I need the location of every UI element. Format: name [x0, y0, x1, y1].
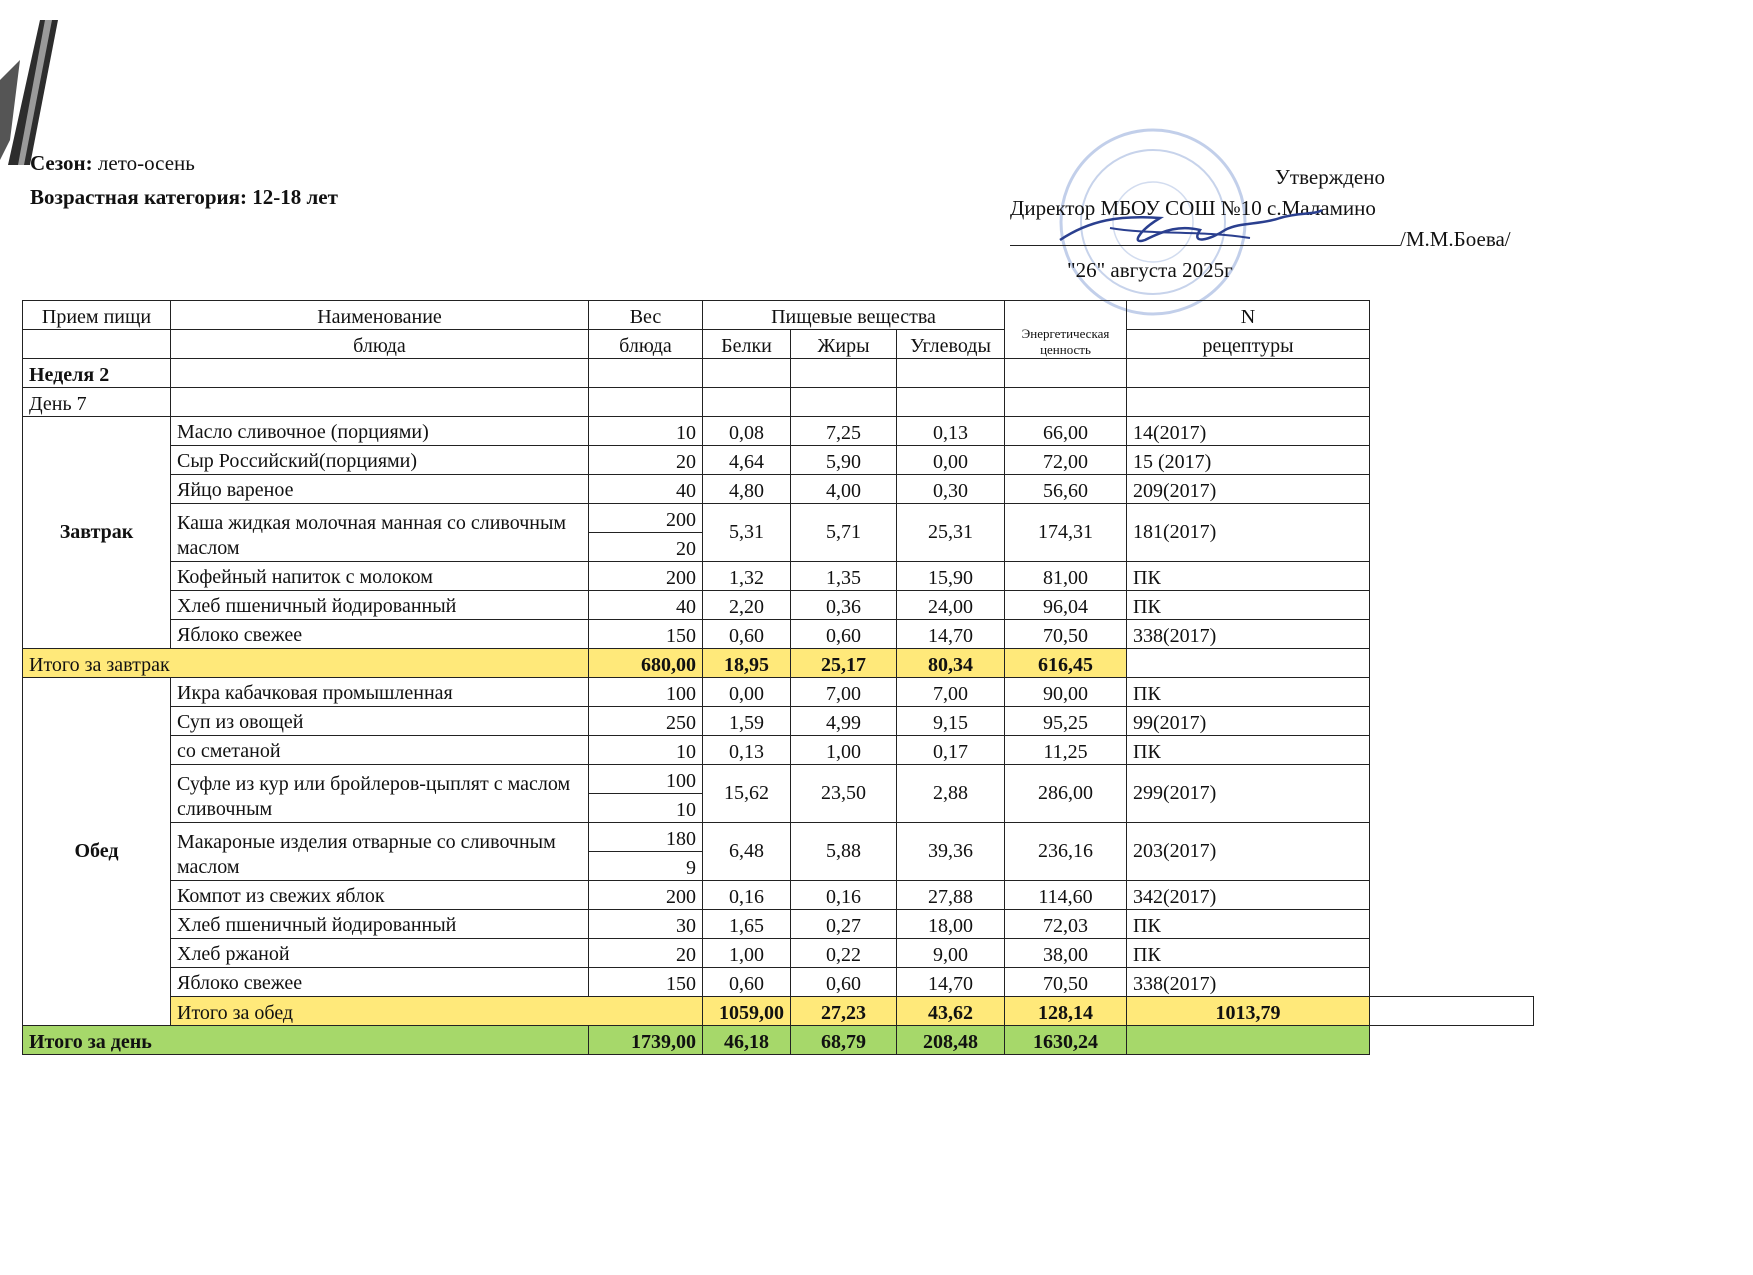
dish-weight: 150: [589, 968, 703, 997]
dish-weight: 100: [589, 765, 703, 794]
dish-name: Суфле из кур или бройлеров-цыплят с маслом сливочным: [171, 765, 589, 823]
dish-fat: 5,71: [791, 504, 897, 562]
dish-protein: 1,00: [703, 939, 791, 968]
dish-fat: 0,27: [791, 910, 897, 939]
lunch-total-recipe-empty: [1370, 997, 1534, 1026]
dish-recipe: 299(2017): [1127, 765, 1370, 823]
dish-weight: 250: [589, 707, 703, 736]
header-recipe-bottom: рецептуры: [1127, 330, 1370, 359]
dish-fat: 23,50: [791, 765, 897, 823]
dish-recipe: 342(2017): [1127, 881, 1370, 910]
table-row: [23, 765, 1534, 794]
dish-weight: 40: [589, 475, 703, 504]
dish-carbs: 25,31: [897, 504, 1005, 562]
dish-recipe: 203(2017): [1127, 823, 1370, 881]
lunch-total-label: Итого за обед: [171, 997, 703, 1026]
dish-name: Сыр Российский(порциями): [171, 446, 589, 475]
dish-weight: 10: [589, 794, 703, 823]
dish-recipe: ПК: [1127, 591, 1370, 620]
dish-name: Хлеб ржаной: [171, 939, 589, 968]
dish-protein: 15,62: [703, 765, 791, 823]
day-total-recipe-empty: [1127, 1026, 1370, 1055]
dish-weight: 200: [589, 562, 703, 591]
dish-weight: 200: [589, 881, 703, 910]
dish-weight: 100: [589, 678, 703, 707]
table-row: [23, 707, 1534, 736]
dish-name: Яблоко свежее: [171, 968, 589, 997]
binder-clip-graphic: [0, 20, 70, 165]
lunch-total-weight: 1059,00: [703, 997, 791, 1026]
day-total-row: [23, 1026, 1534, 1055]
breakfast-total-recipe-empty: [1127, 649, 1370, 678]
dish-name: Масло сливочное (порциями): [171, 417, 589, 446]
dish-fat: 0,22: [791, 939, 897, 968]
dish-recipe: 99(2017): [1127, 707, 1370, 736]
table-row: [23, 736, 1534, 765]
dish-weight: 9: [589, 852, 703, 881]
dish-recipe: ПК: [1127, 678, 1370, 707]
dish-weight: 20: [589, 446, 703, 475]
breakfast-total-fat: 25,17: [791, 649, 897, 678]
dish-weight: 20: [589, 533, 703, 562]
document-meta: [30, 146, 338, 214]
lunch-total-fat: 43,62: [897, 997, 1005, 1026]
dish-protein: 4,80: [703, 475, 791, 504]
season-label: Сезон:: [30, 151, 93, 175]
breakfast-total-row: [23, 649, 1534, 678]
dish-recipe: 14(2017): [1127, 417, 1370, 446]
dish-energy: 96,04: [1005, 591, 1127, 620]
day-total-carbs: 208,48: [897, 1026, 1005, 1055]
dish-energy: 81,00: [1005, 562, 1127, 591]
table-row: [23, 678, 1534, 707]
dish-carbs: 0,30: [897, 475, 1005, 504]
dish-fat: 7,25: [791, 417, 897, 446]
header-weight-bottom: блюда: [589, 330, 703, 359]
dish-fat: 1,35: [791, 562, 897, 591]
header-meal: Прием пищи: [23, 301, 171, 330]
dish-carbs: 0,13: [897, 417, 1005, 446]
dish-recipe: 181(2017): [1127, 504, 1370, 562]
signature-underline: [1010, 225, 1400, 246]
day-label: День 7: [23, 388, 171, 417]
dish-energy: 286,00: [1005, 765, 1127, 823]
dish-carbs: 39,36: [897, 823, 1005, 881]
dish-energy: 72,00: [1005, 446, 1127, 475]
day-total-weight: 1739,00: [589, 1026, 703, 1055]
dish-fat: 0,36: [791, 591, 897, 620]
dish-recipe: ПК: [1127, 939, 1370, 968]
meal-breakfast-label: Завтрак: [23, 417, 171, 649]
dish-carbs: 9,15: [897, 707, 1005, 736]
table-row: [23, 562, 1534, 591]
dish-protein: 1,59: [703, 707, 791, 736]
dish-recipe: ПК: [1127, 736, 1370, 765]
dish-recipe: ПК: [1127, 562, 1370, 591]
header-meal-empty: [23, 330, 171, 359]
dish-weight: 10: [589, 417, 703, 446]
dish-fat: 0,60: [791, 968, 897, 997]
table-row: [23, 504, 1534, 533]
breakfast-total-weight: 680,00: [589, 649, 703, 678]
dish-fat: 7,00: [791, 678, 897, 707]
header-name-top: Наименование: [171, 301, 589, 330]
dish-energy: 174,31: [1005, 504, 1127, 562]
dish-energy: 90,00: [1005, 678, 1127, 707]
dish-name: Икра кабачковая промышленная: [171, 678, 589, 707]
dish-protein: 0,16: [703, 881, 791, 910]
lunch-total-row: [23, 997, 1534, 1026]
menu-table: [22, 300, 1534, 1055]
dish-weight: 20: [589, 939, 703, 968]
table-row: [23, 417, 1534, 446]
dish-protein: 0,13: [703, 736, 791, 765]
breakfast-total-protein: 18,95: [703, 649, 791, 678]
dish-weight: 150: [589, 620, 703, 649]
approval-block: [1010, 162, 1530, 286]
dish-fat: 5,90: [791, 446, 897, 475]
table-row: [23, 591, 1534, 620]
dish-name: Яйцо вареное: [171, 475, 589, 504]
dish-protein: 2,20: [703, 591, 791, 620]
table-row: [23, 881, 1534, 910]
season-line: [30, 146, 338, 180]
dish-carbs: 14,70: [897, 620, 1005, 649]
dish-name: Хлеб пшеничный йодированный: [171, 591, 589, 620]
dish-carbs: 0,17: [897, 736, 1005, 765]
dish-recipe: 338(2017): [1127, 620, 1370, 649]
dish-energy: 236,16: [1005, 823, 1127, 881]
table-row: [23, 968, 1534, 997]
dish-fat: 0,16: [791, 881, 897, 910]
header-fat: Жиры: [791, 330, 897, 359]
dish-energy: 56,60: [1005, 475, 1127, 504]
week-row: [23, 359, 1534, 388]
header-name-bottom: блюда: [171, 330, 589, 359]
header-protein: Белки: [703, 330, 791, 359]
table-row: [23, 620, 1534, 649]
dish-fat: 0,60: [791, 620, 897, 649]
dish-energy: 70,50: [1005, 620, 1127, 649]
dish-fat: 5,88: [791, 823, 897, 881]
header-row-2: [23, 330, 1534, 359]
dish-carbs: 9,00: [897, 939, 1005, 968]
meal-lunch-label: Обед: [23, 678, 171, 1026]
dish-name: Компот из свежих яблок: [171, 881, 589, 910]
dish-energy: 70,50: [1005, 968, 1127, 997]
dish-weight: 10: [589, 736, 703, 765]
dish-carbs: 24,00: [897, 591, 1005, 620]
approval-date: "26" августа 2025г: [1067, 258, 1233, 282]
dish-carbs: 15,90: [897, 562, 1005, 591]
dish-recipe: ПК: [1127, 910, 1370, 939]
dish-protein: 0,60: [703, 968, 791, 997]
dish-name: Каша жидкая молочная манная со сливочным маслом: [171, 504, 589, 562]
dish-name: со сметаной: [171, 736, 589, 765]
director-title: Директор МБОУ СОШ №10 с.Маламино: [1010, 196, 1376, 220]
dish-fat: 4,99: [791, 707, 897, 736]
dish-fat: 4,00: [791, 475, 897, 504]
age-category-line: [30, 180, 338, 214]
dish-energy: 66,00: [1005, 417, 1127, 446]
header-row-1: [23, 301, 1534, 330]
dish-weight: 30: [589, 910, 703, 939]
day-row: [23, 388, 1534, 417]
dish-protein: 0,60: [703, 620, 791, 649]
lunch-total-protein: 27,23: [791, 997, 897, 1026]
lunch-total-carbs: 128,14: [1005, 997, 1127, 1026]
dish-protein: 5,31: [703, 504, 791, 562]
dish-energy: 95,25: [1005, 707, 1127, 736]
table-row: [23, 446, 1534, 475]
dish-carbs: 27,88: [897, 881, 1005, 910]
week-label: Неделя 2: [23, 359, 171, 388]
dish-protein: 4,64: [703, 446, 791, 475]
day-total-protein: 46,18: [703, 1026, 791, 1055]
header-weight-top: Вес: [589, 301, 703, 330]
dish-energy: 38,00: [1005, 939, 1127, 968]
table-row: [23, 939, 1534, 968]
day-total-energy: 1630,24: [1005, 1026, 1127, 1055]
dish-energy: 72,03: [1005, 910, 1127, 939]
dish-energy: 114,60: [1005, 881, 1127, 910]
table-row: [23, 823, 1534, 852]
season-value: лето-осень: [97, 151, 195, 175]
dish-recipe: 209(2017): [1127, 475, 1370, 504]
breakfast-total-label: Итого за завтрак: [23, 649, 589, 678]
dish-weight: 40: [589, 591, 703, 620]
dish-carbs: 7,00: [897, 678, 1005, 707]
dish-protein: 1,32: [703, 562, 791, 591]
header-recipe-top: N: [1127, 301, 1370, 330]
breakfast-total-energy: 616,45: [1005, 649, 1127, 678]
dish-energy: 11,25: [1005, 736, 1127, 765]
dish-carbs: 0,00: [897, 446, 1005, 475]
dish-recipe: 338(2017): [1127, 968, 1370, 997]
dish-name: Хлеб пшеничный йодированный: [171, 910, 589, 939]
dish-carbs: 14,70: [897, 968, 1005, 997]
day-total-fat: 68,79: [791, 1026, 897, 1055]
dish-fat: 1,00: [791, 736, 897, 765]
dish-recipe: 15 (2017): [1127, 446, 1370, 475]
dish-protein: 6,48: [703, 823, 791, 881]
dish-carbs: 2,88: [897, 765, 1005, 823]
dish-name: Кофейный напиток с молоком: [171, 562, 589, 591]
header-carbs: Углеводы: [897, 330, 1005, 359]
breakfast-total-carbs: 80,34: [897, 649, 1005, 678]
lunch-total-energy: 1013,79: [1127, 997, 1370, 1026]
header-nutrients: Пищевые вещества: [703, 301, 1005, 330]
dish-protein: 1,65: [703, 910, 791, 939]
signature-line: [1010, 224, 1530, 255]
signer-name: /М.М.Боева/: [1400, 227, 1511, 251]
table-row: [23, 910, 1534, 939]
approved-heading: Утверждено: [1275, 165, 1385, 189]
day-total-label: Итого за день: [23, 1026, 589, 1055]
dish-weight: 200: [589, 504, 703, 533]
dish-name: Яблоко свежее: [171, 620, 589, 649]
dish-protein: 0,00: [703, 678, 791, 707]
header-energy: Энергетическая ценность: [1005, 301, 1127, 359]
dish-name: Суп из овощей: [171, 707, 589, 736]
dish-carbs: 18,00: [897, 910, 1005, 939]
table-row: [23, 475, 1534, 504]
dish-name: Макароные изделия отварные со сливочным маслом: [171, 823, 589, 881]
dish-protein: 0,08: [703, 417, 791, 446]
age-category-label: Возрастная категория: 12-18 лет: [30, 185, 338, 209]
dish-weight: 180: [589, 823, 703, 852]
